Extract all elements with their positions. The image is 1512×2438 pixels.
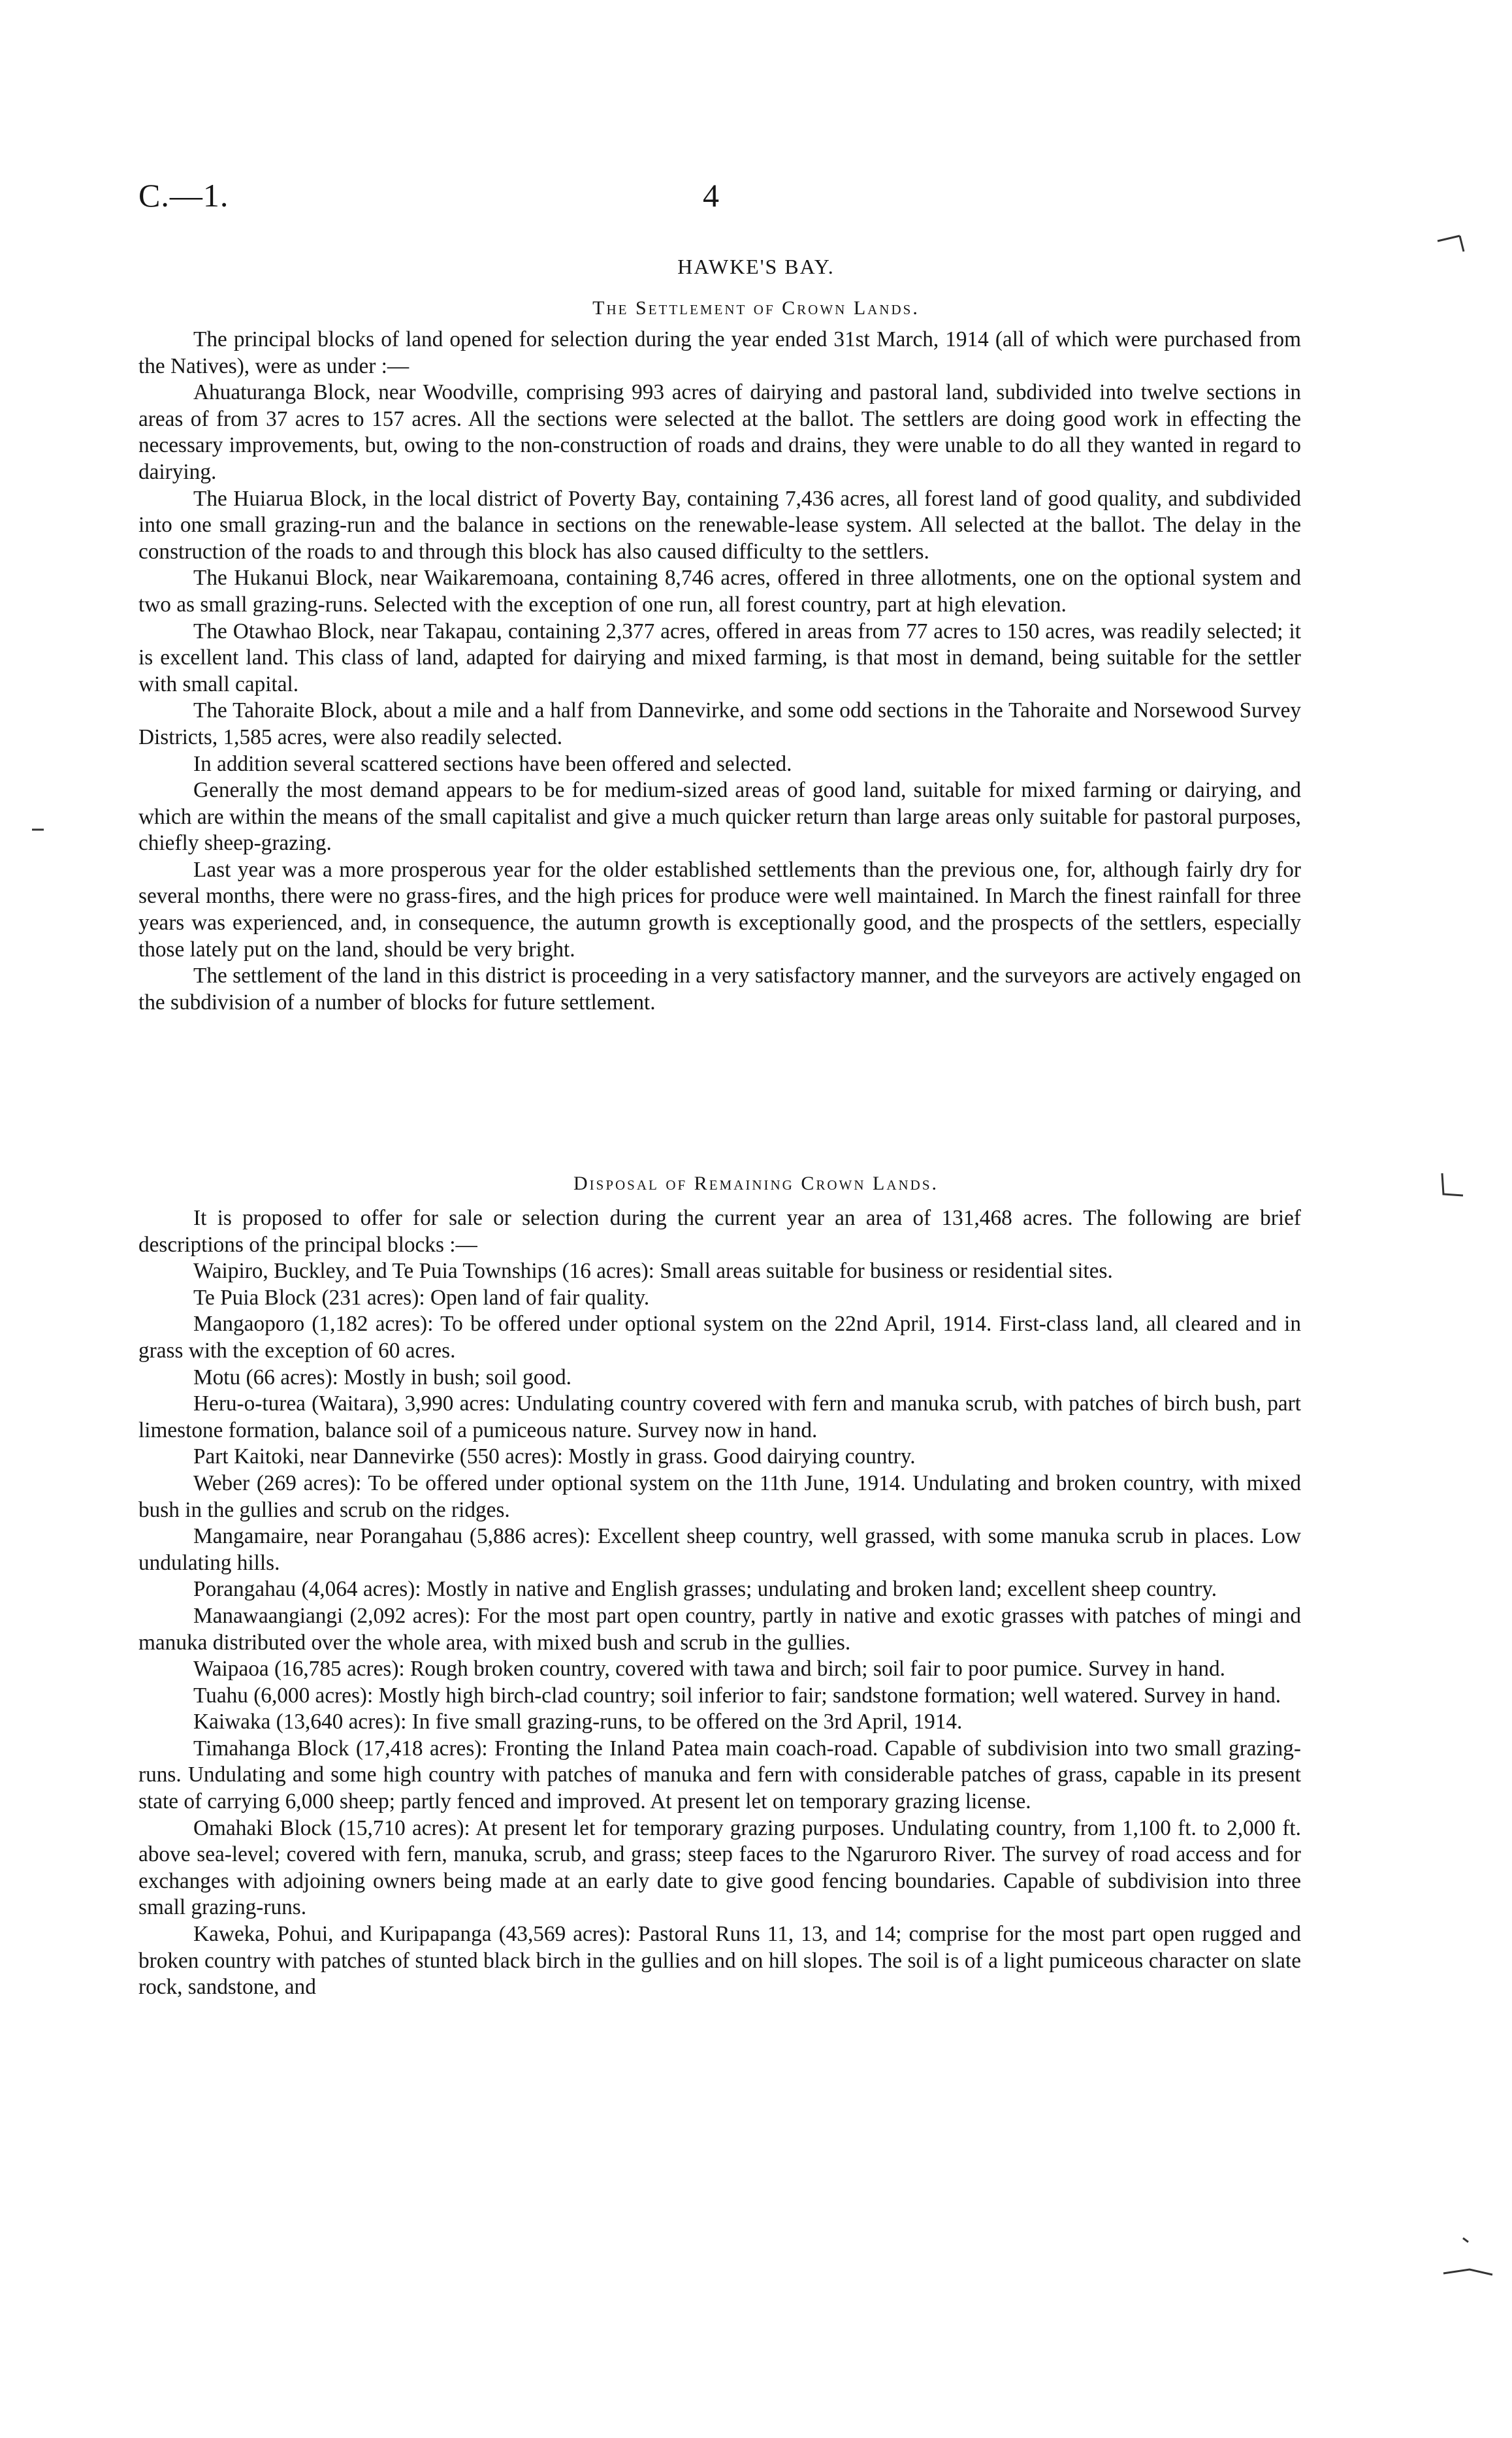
margin-mark-icon [1434,225,1473,258]
paragraph: Tuahu (6,000 acres): Mostly high birch-clad country; soil inferior to fair; sandstone formation; well watered. Survey in hand. [193,1683,1281,1708]
paragraph: Weber (269 acres): To be offered under optional system on the 11th June, 1914. Undulating and broken country, with mixed bush in the gullies and scrub on the ridges. [138,1471,1301,1522]
region-title: HAWKE'S BAY. [677,255,835,278]
paragraph: Mangaoporo (1,182 acres): To be offered under optional system on the 22nd April, 1914. First-class land, all cleared and in grass with the exception of 60 acres. [138,1312,1301,1363]
paragraph: Motu (66 acres): Mostly in bush; soil good. [193,1365,571,1390]
paragraph: Te Puia Block (231 acres): Open land of fair quality. [193,1285,650,1310]
paragraph: Mangamaire, near Porangahau (5,886 acres): Excellent sheep country, well grassed, with some manuka scrub in places. Low undulating hills. [138,1524,1301,1575]
paragraph: The Otawhao Block, near Takapau, containing 2,377 acres, offered in areas from 77 acres to 150 acres, was readily selected; it is excellent land. This class of land, adapted for dairying and mixed farming, is that most in demand, being suitable for the settler with small capital. [138,619,1301,696]
paragraph: Kaweka, Pohui, and Kuripapanga (43,569 acres): Pastoral Runs 11, 13, and 14; comprise for the most part open rugged and broken country with patches of stunted black birch in the gullies and on hill slopes. The soil is of a light pumiceous character on slate rock, sandstone, and [138,1922,1301,2000]
paragraph: Ahuaturanga Block, near Woodville, comprising 993 acres of dairying and pastoral land, subdivided into twelve sections in areas of from 37 acres to 157 acres. All the sections were selected at the ballot. The settlers are doing good work in effecting the necessary improvements, but, owing to the non-construction of roads and drains, they were unable to do all they wanted in regard to dairying. [138,380,1301,484]
disposal-heading: Disposal of Remaining Crown Lands. [573,1173,939,1194]
margin-mark-icon [1430,2234,1496,2286]
paragraph: Manawaangiangi (2,092 acres): For the most part open country, partly in native and exotic grasses with patches of mingi and manuka distributed over the whole area, with mixed bush and scrub in the gullies. [138,1603,1301,1655]
paragraph: Heru-o-turea (Waitara), 3,990 acres: Undulating country covered with fern and manuka scrub, with patches of birch bush, part limestone formation, balance soil of a pumiceous nature. Survey now in hand. [138,1391,1301,1442]
settlement-body [138,327,1301,1016]
paragraph: Waipiro, Buckley, and Te Puia Townships (16 acres): Small areas suitable for business or residential sites. [193,1259,1113,1284]
paragraph: Timahanga Block (17,418 acres): Fronting the Inland Patea main coach-road. Capable of subdivision into two small grazing-runs. Undulating and some high country with patches of manuka and fern with considerable patches of grass, capable in its present state of carrying 6,000 sheep; partly fenced and improved. At present let on temporary grazing license. [138,1736,1301,1814]
paragraph: The Hukanui Block, near Waikaremoana, containing 8,746 acres, offered in three allotments, one on the optional system and two as small grazing-runs. Selected with the exception of one run, all forest country, part at high elevation. [138,566,1301,617]
margin-mark-icon [29,823,49,836]
page-header [138,176,1301,222]
paragraph: Generally the most demand appears to be for medium-sized areas of good land, suitable for mixed farming or dairying, and which are within the means of the small capitalist and give a much quicker return than large areas only suitable for pastoral purposes, chiefly sheep-grazing. [138,778,1301,856]
paragraph: Porangahau (4,064 acres): Mostly in native and English grasses; undulating and broken land; excellent sheep country. [193,1577,1217,1602]
paragraph: It is proposed to offer for sale or selection during the current year an area of 131,468 acres. The following are brief descriptions of the principal blocks :— [138,1206,1301,1257]
paragraph: Kaiwaka (13,640 acres): In five small grazing-runs, to be offered on the 3rd April, 1914. [193,1710,963,1734]
paragraph: The Tahoraite Block, about a mile and a half from Dannevirke, and some odd sections in the Tahoraite and Norsewood Survey Districts, 1,585 acres, were also readily selected. [138,698,1301,749]
paragraph: The Huiarua Block, in the local district of Poverty Bay, containing 7,436 acres, all forest land of good quality, and subdivided into one small grazing-run and the balance in sections on the renewable-lease system. All selected at the ballot. The delay in the construction of the roads to and through this block has also caused difficulty to the settlers. [138,486,1301,564]
settlement-heading: The Settlement of Crown Lands. [592,297,920,319]
paragraph: The principal blocks of land opened for selection during the year ended 31st March, 1914 (all of which were purchased from the Natives), were as under :— [138,327,1301,378]
page-number: 4 [703,177,719,214]
paragraph: Last year was a more prosperous year for the older established settlements than the previous one, for, although fairly dry for several months, there were no grass-fires, and the high prices for produce were well maintained. In March the finest rainfall for three years was experienced, and, in consequence, the autumn growth is exceptionally good, and the prospects of the settlers, especially those lately put on the land, should be very bright. [138,857,1301,962]
paragraph: Omahaki Block (15,710 acres): At present let for temporary grazing purposes. Undulating country, from 1,100 ft. to 2,000 ft. above sea-level; covered with fern, manuka, scrub, and grass; steep faces to the Ngaruroro River. The survey of road access and for exchanges with adjoining owners being made at an early date to give good fencing boundaries. Capable of subdivision into three small grazing-runs. [138,1815,1301,1920]
paragraph: In addition several scattered sections have been offered and selected. [193,751,792,776]
paragraph: Waipaoa (16,785 acres): Rough broken country, covered with tawa and birch; soil fair to poor pumice. Survey in hand. [193,1657,1226,1682]
paragraph: The settlement of the land in this district is proceeding in a very satisfactory manner, and the surveyors are actively engaged on the subdivision of a number of blocks for future settlement. [138,964,1301,1015]
document-reference: C.—1. [138,177,229,214]
margin-mark-icon [1437,1169,1476,1209]
disposal-body [138,1205,1301,2001]
paragraph: Part Kaitoki, near Dannevirke (550 acres): Mostly in grass. Good dairying country. [193,1444,916,1469]
